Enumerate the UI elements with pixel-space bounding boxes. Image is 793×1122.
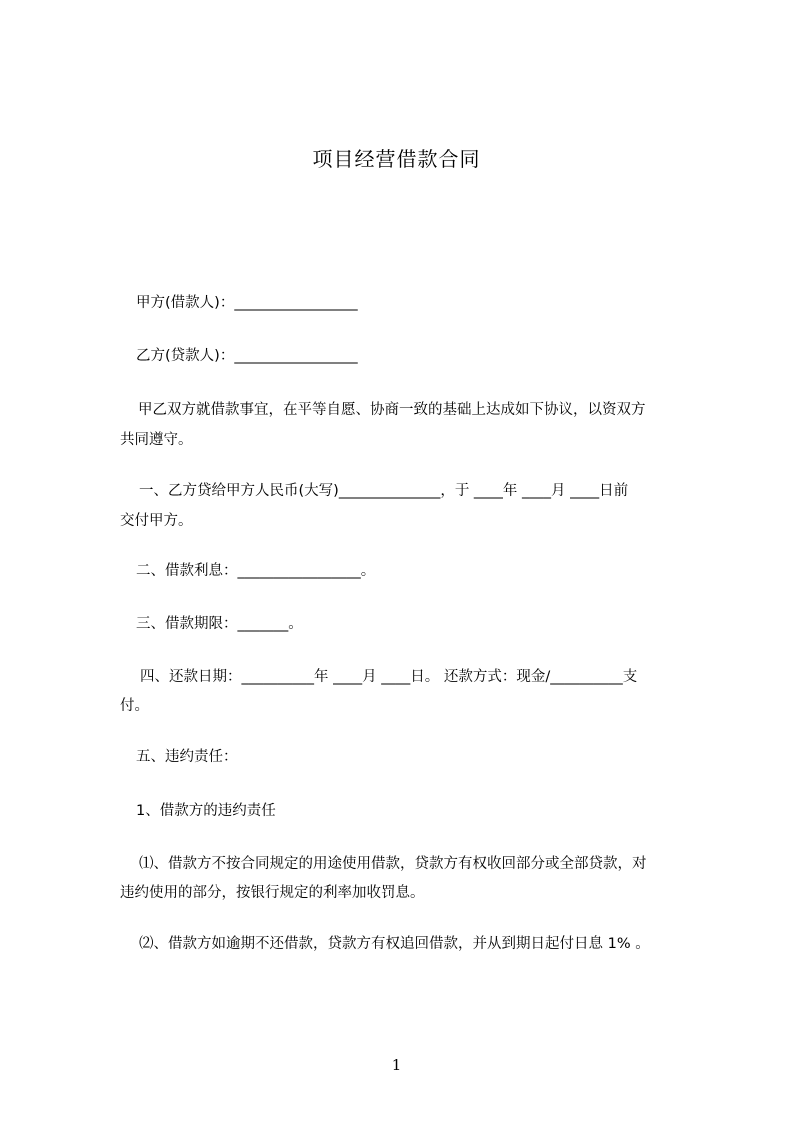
party-b-line: 乙方(贷款人)：_________________ <box>136 348 358 364</box>
item-1-line-2: 违约使用的部分，按银行规定的利率加收罚息。 <box>120 885 425 901</box>
intro-line-1: 甲乙双方就借款事宜，在平等自愿、协商一致的基础上达成如下协议，以资双方 <box>138 402 646 418</box>
document-title: 项目经营借款合同 <box>312 147 481 171</box>
item-2: ⑵、借款方如逾期不还借款，贷款方有权追回借款，并从到期日起付日息 1% 。 <box>139 936 650 952</box>
clause-4-line-1: 四、还款日期：__________年 ____月 ____日。 还款方式：现金/__________支 <box>140 669 638 685</box>
intro-line-2: 共同遵守。 <box>120 432 193 448</box>
party-a-line: 甲方(借款人)：_________________ <box>136 295 358 311</box>
clause-3: 三、借款期限：_______。 <box>136 616 303 632</box>
clause-1-line-1: 一、乙方贷给甲方人民币(大写)______________，于 ____年 ____月 ____日前 <box>139 483 629 499</box>
page-number: 1 <box>391 1056 402 1074</box>
clause-1-line-2: 交付甲方。 <box>120 513 193 529</box>
item-1-line-1: ⑴、借款方不按合同规定的用途使用借款，贷款方有权收回部分或全部贷款，对 <box>139 856 647 872</box>
clause-2: 二、借款利息：_________________。 <box>136 563 376 579</box>
clause-4-line-2: 付。 <box>120 698 149 714</box>
sub-clause-1: 1、借款方的违约责任 <box>136 803 276 819</box>
clause-5: 五、违约责任： <box>136 749 238 765</box>
